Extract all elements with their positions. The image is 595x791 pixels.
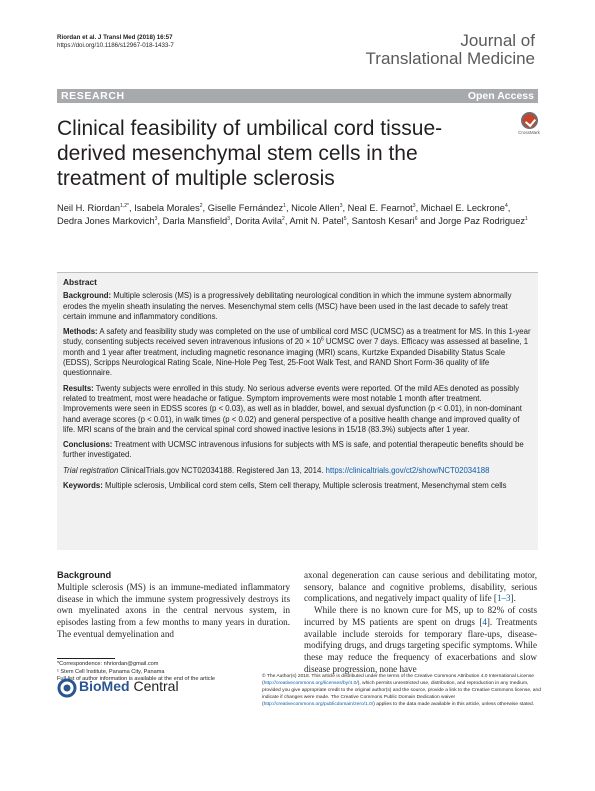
author-info-note: Full list of author information is available at the end of the article — [57, 676, 215, 683]
keywords: Keywords: Multiple sclerosis, Umbilical cord stem cells, Stem cell therapy, Multiple sclerosis treatment, Mesenchymal stem cells — [63, 481, 507, 491]
body-right-column — [304, 570, 537, 675]
journal-name-line-2: Translational Medicine — [365, 49, 535, 68]
author: Michael E. Leckrone$^4$ — [420, 202, 508, 213]
license-link[interactable]: http://creativecommons.org/licenses/by/4.0/ — [263, 681, 358, 687]
author: Santosh Kesari$^6$ — [351, 215, 418, 226]
open-access-label: Open Access — [467, 90, 534, 102]
correspondence[interactable]: *Correspondence: nhriordan@gmail.com — [57, 661, 159, 667]
citation — [57, 34, 174, 50]
footnote-divider — [57, 658, 115, 659]
crossmark-badge[interactable] — [514, 112, 544, 135]
article-title: Clinical feasibility of umbilical cord tissue-derived mesenchymal stem cells in the treatment of multiple sclerosis — [57, 117, 443, 190]
author: Dorita Avila$^2$ — [235, 215, 285, 226]
trial-link[interactable]: https://clinicaltrials.gov/ct2/show/NCT02034188 — [325, 465, 490, 475]
biomed-central-logo[interactable] — [57, 675, 237, 703]
author: Neil H. Riordan$^{1,2*}$ — [57, 202, 129, 213]
doi-line[interactable]: https://doi.org/10.1186/s12967-018-1433-7 — [57, 42, 174, 49]
biomed-central-icon — [57, 677, 77, 699]
journal-name-line-1: Journal of — [460, 31, 535, 50]
abstract-background: Background: Multiple sclerosis (MS) is a progressively debilitating neurological condition in which the immune system abnormally erodes the myelin sheath insulating the nerves. Mesenchymal stem cells (MSC) have been used in the last decade to safely treat certain immune and inflammatory conditions. — [63, 291, 512, 321]
journal-name — [366, 32, 535, 68]
reference-link[interactable]: 4 — [482, 616, 487, 627]
author: Amit N. Patel$^5$ — [289, 215, 347, 226]
author: Neal E. Fearnot$^3$ — [347, 202, 416, 213]
author: Darla Mansfield$^3$ — [162, 215, 230, 226]
abstract-methods: Methods: A safety and feasibility study was completed on the use of umbilical cord MSC (UCMSC) as a treatment for MS. In this 1-year study, consenting subjects received seven intravenous infusions of $20 \times 10^6$ UCMSC over 7 days. Efficacy was assessed at baseline, 1 month and 1 year after treatment, including magnetic resonance imaging (MRI) scans, Kurtzke Expanded Disability Status Scale (EDSS), Scripps Neurological Rating Scale, Nine-Hole Peg Test, 25-Foot Walk Test, and RAND Short Form-36 quality of life questionnaire. — [63, 327, 531, 378]
abstract-results: Results: Twenty subjects were enrolled in this study. No serious adverse events were reported. Of the mild AEs denoted as possibly related to treatment, most were headache or fatigue. Symptom improvements were most notable 1 month after treatment. Improvements were seen in EDSS scores (p < 0.03), as well as in bladder, bowel, and sexual dysfunction (p < 0.01), in non-dominant hand average scores (p < 0.01), in walk times (p < 0.02) and general perspective of a positive health change and improved quality of life. MRI scans of the brain and the cervical spinal cord showed inactive lesions in 15/18 (83.3%) subjects after 1 year. — [63, 383, 522, 434]
author: Nicole Allen$^3$ — [291, 202, 343, 213]
background-heading: Background — [57, 570, 112, 580]
crossmark-icon — [521, 112, 538, 129]
author: Jorge Paz Rodriguez$^1$ — [438, 215, 528, 226]
citation-journal-line: Riordan et al. J Transl Med (2018) 16:57 — [57, 34, 173, 41]
abstract-heading: Abstract — [63, 277, 97, 287]
abstract-conclusions: Conclusions: Treatment with UCMSC intravenous infusions for subjects with MS is safe, and potential therapeutic benefits should be further investigated. — [63, 440, 524, 460]
author: Dedra Jones Markovich$^3$ — [57, 215, 158, 226]
section-bar — [57, 89, 538, 103]
license-text: © The Author(s) 2018. This article is distributed under the terms of the Creative Commons Attribution 4.0 International License (http://creativecommons.org/licenses/by/4.0/), which permits unrestricted use, distribution, and reproduction in any medium, provided you give appropriate credit to the original author(s) and the source, provide a link to the Creative Commons license, and indicate if changes were made. The Creative Commons Public Domain Dedication waiver (http://creativecommons.org/publicdomain/zero/1.0/) applies to the data made available in this article, unless otherwise stated. — [262, 674, 541, 708]
affiliation: ¹ Stem Cell Institute, Panama City, Panama — [57, 668, 165, 675]
abstract-box — [57, 272, 538, 550]
body-paragraph: axonal degeneration can cause serious and debilitating motor, sensory, balance and cognitive problems, disability, serious complications, and negatively impact quality of life [1–3]. — [304, 570, 537, 604]
author-list: Neil H. Riordan$^{1,2*}$, Isabela Morales$^2$, Giselle Fernández$^1$, Nicole Allen$^3$, Neal E. Fearnot$^3$, Michael E. Leckrone$^4$, Dedra Jones Markovich$^3$, Darla Mansfield$^3$, Dorita Avila$^2$, Amit N. Patel$^5$, Santosh Kesari$^6$ and Jorge Paz Rodriguez$^1$ — [57, 202, 528, 226]
article-type-label: RESEARCH — [61, 90, 125, 102]
crossmark-label: CrossMark — [518, 130, 540, 135]
body-left-column: Multiple sclerosis (MS) is an immune-mediated inflammatory disease in which the immune system progressively destroys its own myelinated axons in the central nervous system, in episodes lasting from a few months to many years in duration. The eventual demyelination and — [57, 582, 290, 639]
reference-link[interactable]: 1–3 — [496, 593, 511, 604]
biomed-central-wordmark: BioMed Central — [79, 678, 179, 694]
trial-registration: Trial registration ClinicalTrials.gov NCT02034188. Registered Jan 13, 2014. https://clinicaltrials.gov/ct2/show/NCT02034188 — [63, 465, 490, 475]
author: Giselle Fernández$^1$ — [207, 202, 286, 213]
author: Isabela Morales$^2$ — [134, 202, 203, 213]
body-paragraph: While there is no known cure for MS, up to 82% of costs incurred by MS patients are spent on drugs [4]. Treatments available include steroids for temporary flare-ups, disease-modifying drugs, and drugs targeting specific symptoms. While these may reduce the frequency of exacerbations and slow disease progression, none have — [304, 605, 537, 674]
public-domain-link[interactable]: http://creativecommons.org/publicdomain/zero/1.0/ — [263, 702, 374, 708]
